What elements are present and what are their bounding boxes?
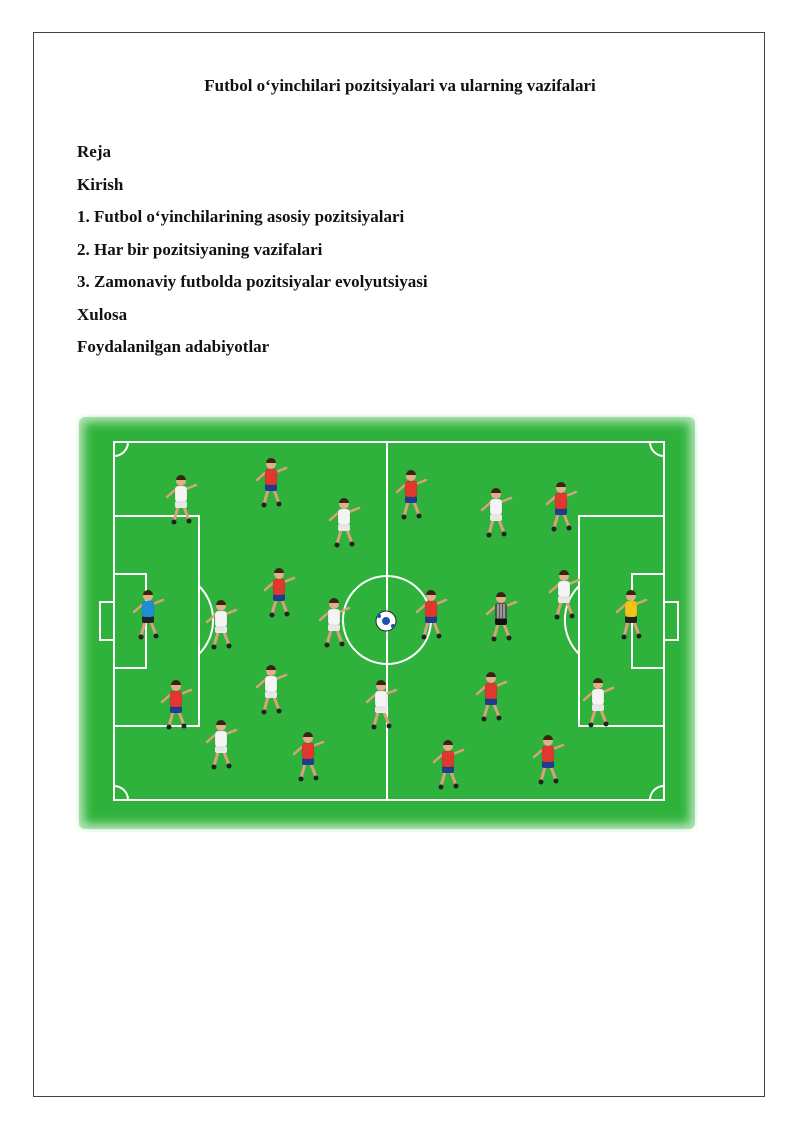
plan-item-1: 1. Futbol o‘yinchilarining asosiy pozitsiyalari	[77, 207, 405, 226]
football-field-illustration	[76, 414, 698, 832]
plan-heading: Reja	[77, 142, 111, 161]
plan-item-2: 2. Har bir pozitsiyaning vazifalari	[77, 239, 323, 259]
plan-list	[77, 140, 428, 368]
football-field-svg	[76, 414, 698, 832]
document-title: Futbol o‘yinchilari pozitsiyalari va ularning vazifalari	[204, 76, 596, 95]
plan-item-3: 3. Zamonaviy futbolda pozitsiyalar evolyutsiyasi	[77, 272, 428, 291]
plan-item-introduction: Kirish	[77, 174, 124, 194]
plan-item-conclusion: Xulosa	[77, 304, 128, 324]
ball-icon	[376, 611, 396, 631]
plan-item-references: Foydalanilgan adabiyotlar	[77, 337, 270, 356]
